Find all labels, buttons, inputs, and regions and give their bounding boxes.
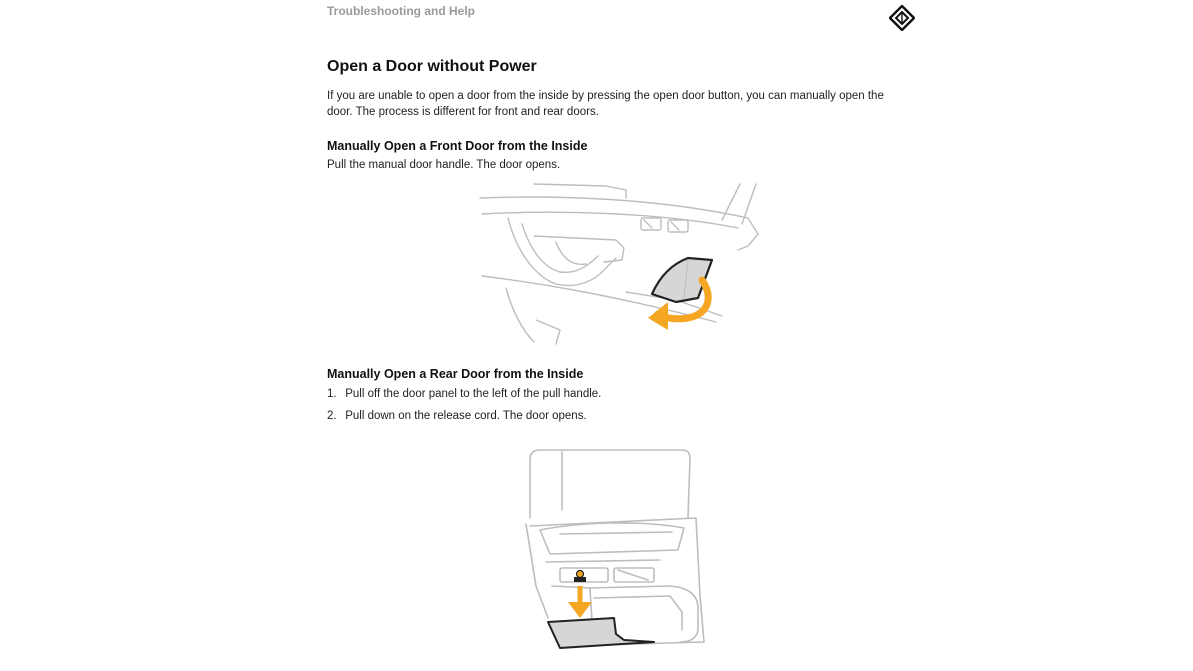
rear-door-heading: Manually Open a Rear Door from the Inside	[327, 367, 584, 381]
step-number: 1.	[327, 388, 337, 400]
step-number: 2.	[327, 410, 337, 422]
intro-paragraph: If you are unable to open a door from the inside by pressing the open door button, you can manually open the door. The process is different for front and rear doors.	[327, 90, 884, 118]
step-text: Pull off the door panel to the left of the pull handle.	[345, 388, 602, 400]
rear-door-steps	[327, 386, 601, 430]
front-door-handle-illustration	[476, 180, 766, 345]
front-door-heading: Manually Open a Front Door from the Inside	[327, 139, 588, 153]
diamond-logo-icon	[889, 5, 915, 31]
page-title: Open a Door without Power	[327, 58, 537, 75]
section-header: Troubleshooting and Help	[327, 4, 475, 18]
step-text: Pull down on the release cord. The door opens.	[345, 410, 587, 422]
list-item	[327, 408, 601, 430]
rear-door-release-illustration	[520, 446, 710, 656]
list-item	[327, 386, 601, 408]
front-door-instruction: Pull the manual door handle. The door opens.	[327, 159, 561, 171]
